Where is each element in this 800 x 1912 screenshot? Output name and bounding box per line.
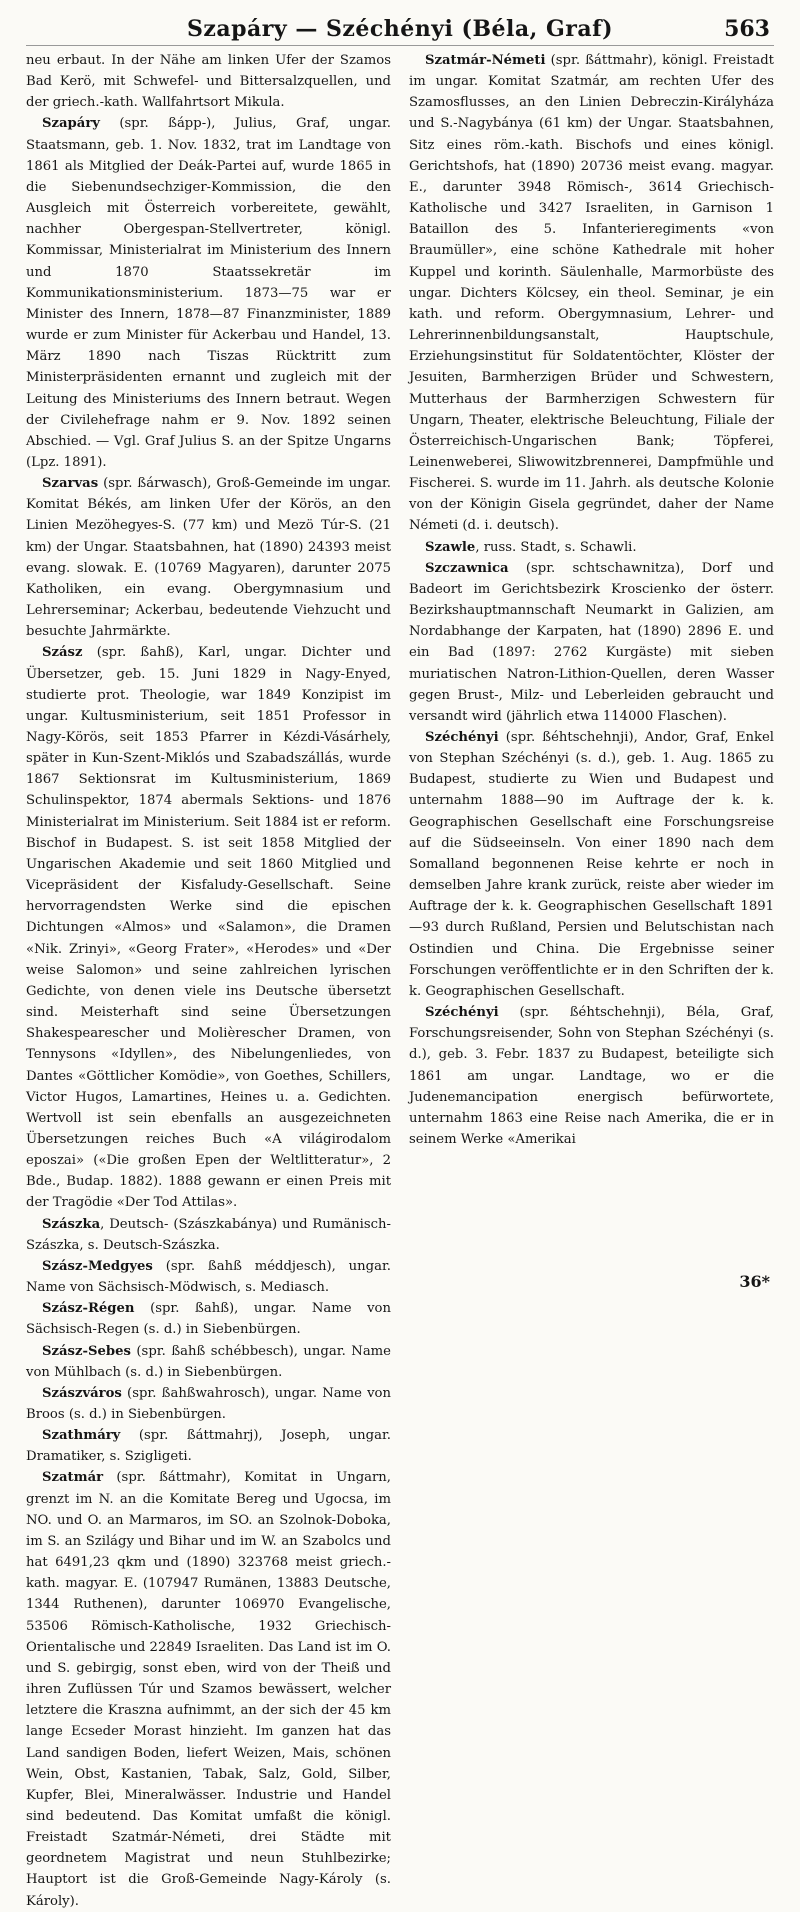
entry-headword: Szász-Sebes <box>42 1343 131 1359</box>
header-rule <box>26 45 774 46</box>
left-column <box>26 50 391 1912</box>
entry <box>26 50 391 113</box>
entry-headword: Széchényi <box>425 730 499 745</box>
entry-text: neu erbaut. In der Nähe am linken Ufer der Szamos Bad Kerö, mit Schwefel- und Bittersalzquellen, und der griech.-kath. Wallfahrtsort Mikula. <box>26 53 391 111</box>
entry <box>409 558 774 727</box>
entry-text: , russ. Stadt, s. Schawli. <box>475 539 637 555</box>
entry <box>26 1256 391 1298</box>
entry-text: (spr. ßáttmahrj), Joseph, ungar. Dramatiker, s. Szigligeti. <box>26 1428 391 1465</box>
entry-headword: Szarvas <box>42 476 99 492</box>
entry-text: (spr. ßéhtschehnji), Béla, Graf, Forschungsreisender, Sohn von Stephan Széchényi (s. d.), geb. 3. Febr. 1837 zu Budapest, beteiligte sich 1861 am ungar. Landtage, wo er die Judenemancipation energisch befürwortete, unternahm 1863 eine Reise nach Amerika, die er in seinem Werke «Amerikai <box>409 1005 774 1147</box>
entry-text: (spr. ßahßwahrosch), ungar. Name von Broos (s. d.) in Siebenbürgen. <box>26 1385 391 1422</box>
entry <box>409 537 774 558</box>
entry-text: (spr. ßahß), Karl, ungar. Dichter und Übersetzer, geb. 15. Juni 1829 in Nagy-Enyed, studierte prot. Theologie, war 1849 Konzipist im ungar. Kultusministerium, seit 1851 Professor in Nagy-Körös, seit 1853 Pfarrer in Kézdi-Vásárhely, später in Kun-Szent-Miklós und Szabadszállás, wurde 1867 Sektionsrat im Kultusministerium, 1869 Schulinspektor, 1874 abermals Sektions- und 1876 Ministerialrat im Ministerium. Seit 1884 ist er reform. Bischof in Budapest. S. ist seit 1858 Mitglied der Ungarischen Akademie und seit 1860 Mitglied und Vicepräsident der Kisfaludy-Gesellschaft. Seine hervorragendsten Werke sind die epischen Dichtungen «Almos» und «Salamon», die Dramen «Nik. Zrinyi», «Georg Frater», «Herodes» und «Der weise Salomon» und seine zahlreichen lyrischen Gedichte, von denen viele ins Deutsche übersetzt sind. Meisterhaft sind seine Übersetzungen Shakespearescher und Molièrescher Dramen, von Tennysons «Idyllen», des Nibelungenliedes, von Dantes «Göttlicher Komödie», von Goethes, Schillers, Victor Hugos, Lamartines, Heines u. a. Gedichten. Wertvoll ist sein ebenfalls an ausgezeichneten Übersetzungen reiches Buch «A világirodalom eposzai» («Die großen Epen der Weltlitteratur», 2 Bde., Budap. 1882). 1888 gewann er einen Preis mit der Tragödie «Der Tod Attilas». <box>26 645 391 1211</box>
entry-text: , Deutsch- (Szászkabánya) und Rumänisch-Szászka, s. Deutsch-Szászka. <box>26 1216 391 1253</box>
entry <box>26 1383 391 1425</box>
signature-mark: 36* <box>739 1272 770 1291</box>
entry <box>26 1425 391 1467</box>
entry-headword: Szczawnica <box>425 560 509 576</box>
entry-headword: Szász-Medgyes <box>42 1258 153 1274</box>
text-columns <box>26 50 774 1912</box>
entry-headword: Szászka <box>42 1216 101 1232</box>
entry-headword: Szawle <box>425 539 476 555</box>
entry-text: (spr. ßáttmahr), königl. Freistadt im ungar. Komitat Szatmár, am rechten Ufer des Szamosflusses, an den Linien Debreczin-Királyháza und S.-Nagybánya (61 km) der Ungar. Staatsbahnen, Sitz eines röm.-kath. Bischofs und eines königl. Gerichtshofs, hat (1890) 20736 meist evang. magyar. E., darunter 3948 Römisch-, 3614 Griechisch-Katholische und 3427 Israeliten, in Garnison 1 Bataillon des 5. Infanterieregiments «von Braumüller», eine schöne Kathedrale mit hoher Kuppel und korinth. Säulenhalle, Marmorbüste des ungar. Dichters Kölcsey, ein theol. Seminar, je ein kath. und reform. Obergymnasium, Lehrer- und Lehrerinnenbildungsanstalt, Hauptschule, Erziehungsinstitut für Soldatentöchter, Klöster der Jesuiten, Barmherzigen Brüder und Schwestern, Mutterhaus der Barmherzigen Schwestern für Ungarn, Theater, elektrische Beleuchtung, Filiale der Österreichisch-Ungarischen Bank; Töpferei, Leinenweberei, Sliwowitzbrennerei, Dampfmühle und Fischerei. S. wurde im 11. Jahrh. als deutsche Kolonie von der Königin Gisela gegründet, daher der Name Németi (d. i. deutsch). <box>409 53 774 534</box>
entry-headword: Szapáry <box>42 116 100 132</box>
entry <box>26 1467 391 1911</box>
entry <box>26 113 391 473</box>
entry-headword: Szászváros <box>42 1385 122 1401</box>
entry <box>409 50 774 537</box>
entry <box>409 727 774 1002</box>
entry-headword: Szathmáry <box>42 1428 121 1444</box>
entry <box>26 1214 391 1256</box>
page-number: 563 <box>724 16 770 42</box>
entry-text: (spr. ßahß schébbesch), ungar. Name von Mühlbach (s. d.) in Siebenbürgen. <box>26 1343 391 1380</box>
entry <box>26 1341 391 1383</box>
entry <box>409 1002 774 1150</box>
entry <box>26 473 391 642</box>
entry-text: (spr. ßéhtschehnji), Andor, Graf, Enkel von Stephan Széchényi (s. d.), geb. 1. Aug. 1865 zu Budapest, studierte zu Wien und Budapest und unternahm 1888—90 im Auftrage der k. k. Geographischen Gesellschaft eine Forschungsreise auf die Südseeinseln. Von einer 1890 nach dem Somalland begonnenen Reise kehrte er noch in demselben Jahre krank zurück, reiste aber wieder im Auftrage der k. k. Geographischen Gesellschaft 1891—93 durch Rußland, Persien und Belutschistan nach Ostindien und China. Die Ergebnisse seiner Forschungen veröffentlichte er in den Schriften der k. k. Geographischen Gesellschaft. <box>409 730 774 999</box>
running-title: Szapáry — Széchényi (Béla, Graf) <box>187 16 613 42</box>
entry-text: (spr. ßahß méddjesch), ungar. Name von Sächsisch-Mödwisch, s. Mediasch. <box>26 1258 391 1296</box>
entry-text: (spr. ßápp-), Julius, Graf, ungar. Staatsmann, geb. 1. Nov. 1832, trat im Landtage von 1861 als Mitglied der Deák-Partei auf, wurde 1865 in die Siebenundsechziger-Kommission, die den Ausgleich mit Österreich vorbereitete, gewählt, nachher Obergespan-Stellvertreter, königl. Kommissar, Ministerialrat im Ministerium des Innern und 1870 Staatssekretär im Kommunikationsministerium. 1873—75 war er Minister des Innern, 1878—87 Finanzminister, 1889 wurde er zum Minister für Ackerbau und Handel, 13. März 1890 nach Tiszas Rücktritt zum Ministerpräsidenten ernannt und zugleich mit der Leitung des Ministeriums des Innern betraut. Wegen der Civilehefrage nahm er 9. Nov. 1892 seinen Abschied. — Vgl. Graf Julius S. an der Spitze Ungarns (Lpz. 1891). <box>26 116 391 470</box>
entry-text: (spr. schtschawnitza), Dorf und Badeort im Gerichtsbezirk Kroscienko der österr. Bezirkshauptmannschaft Neumarkt in Galizien, am Nordabhange der Karpaten, hat (1890) 2896 E. und ein Bad (1897: 2762 Kurgäste) mit sieben muriatischen Natron-Lithion-Quellen, deren Wasser gegen Brust-, Milz- und Leberleiden gebraucht und versandt wird (jährlich etwa 114000 Flaschen). <box>409 560 774 724</box>
entry-text: (spr. ßahß), ungar. Name von Sächsisch-Regen (s. d.) in Siebenbürgen. <box>26 1301 391 1338</box>
entry-headword: Szász <box>42 645 83 661</box>
entry-headword: Szász-Régen <box>42 1301 135 1317</box>
entry-headword: Szatmár <box>42 1470 104 1486</box>
entry-text: (spr. ßárwasch), Groß-Gemeinde im ungar. Komitat Békés, am linken Ufer der Körös, an den Linien Mezöhegyes-S. (77 km) und Mezö Túr-S. (21 km) der Ungar. Staatsbahnen, hat (1890) 24393 meist evang. slowak. E. (10769 Magyaren), darunter 2075 Katholiken, ein evang. Obergymnasium und Lehrerseminar; Ackerbau, bedeutende Viehzucht und besuchte Jahrmärkte. <box>26 476 391 640</box>
right-column <box>409 50 774 1912</box>
entry <box>26 642 391 1213</box>
entry-text: (spr. ßáttmahr), Komitat in Ungarn, grenzt im N. an die Komitate Bereg und Ugocsa, im NO. und O. an Marmaros, im SO. an Szolnok-Doboka, im S. an Szilágy und Bihar und im W. an Szabolcs und hat 6491,23 qkm und (1890) 323768 meist griech.-kath. magyar. E. (107947 Rumänen, 13883 Deutsche, 1344 Ruthenen), darunter 106970 Evangelische, 53506 Römisch-Katholische, 1932 Griechisch-Orientalische und 22849 Israeliten. Das Land ist im O. und S. gebirgig, sonst eben, wird von der Theiß und ihren Zuflüssen Túr und Szamos bewässert, welcher letztere die Kraszna aufnimmt, an der sich der 45 km lange Ecseder Morast hinzieht. Im ganzen hat das Land sandigen Boden, liefert Weizen, Mais, schönen Wein, Obst, Kastanien, Tabak, Salz, Gold, Silber, Kupfer, Blei, Mineralwässer. Industrie und Handel sind bedeutend. Das Komitat umfaßt die königl. Freistadt Szatmár-Németi, drei Städte mit geordnetem Magistrat und neun Stuhlbezirke; Hauptort ist die Groß-Gemeinde Nagy-Károly (s. Károly). <box>26 1470 391 1909</box>
entry-headword: Széchényi <box>425 1005 499 1021</box>
page-header <box>26 14 774 48</box>
entry-headword: Szatmár-Németi <box>425 53 546 68</box>
